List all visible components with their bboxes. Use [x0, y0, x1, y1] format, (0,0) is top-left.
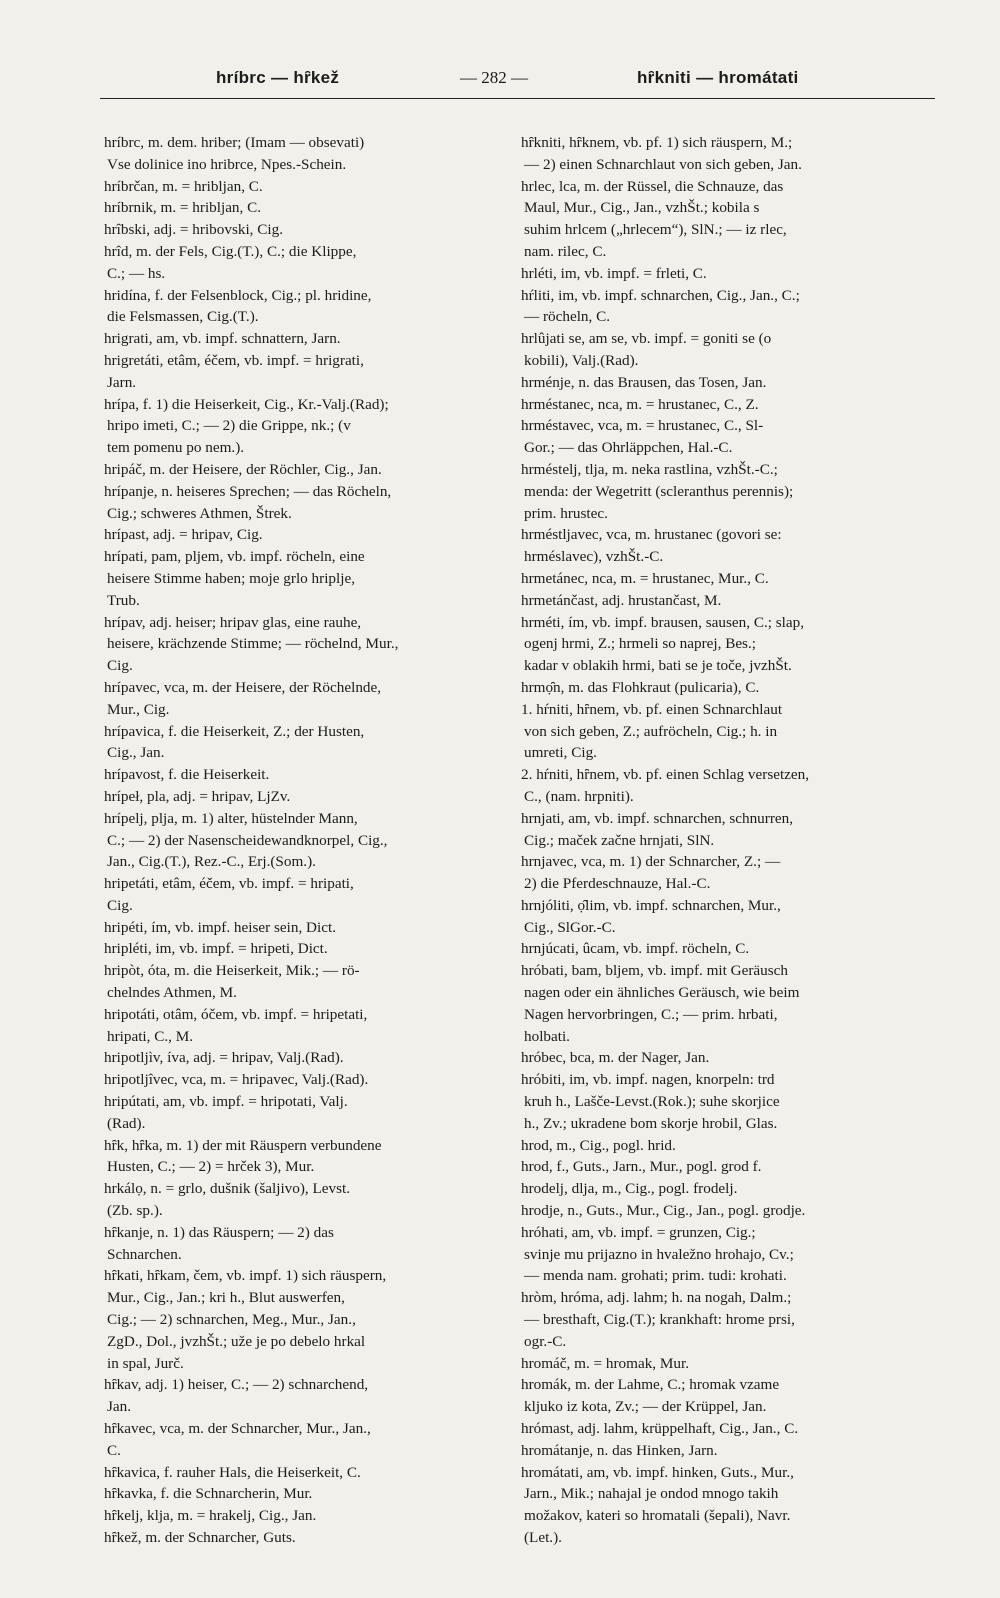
dictionary-entry: [104, 1462, 504, 1484]
entry-headline: hȓkelj, klja, m. = hrakelj, Cig., Jan.: [104, 1507, 317, 1525]
entry-headline: hríbrčan, m. = hribljan, C.: [104, 177, 263, 195]
entry-headline: hrîd, m. der Fels, Cig.(T.), C.; die Klippe,: [104, 242, 357, 260]
header-left-guideword: hríbrc — hȓkež: [216, 68, 340, 87]
dictionary-entry: [521, 415, 941, 459]
dictionary-entry: [104, 1483, 504, 1505]
entry-headline: hrméstanec, nca, m. = hrustanec, C., Z.: [521, 395, 759, 413]
entry-headline: hȓkniti, hȓknem, vb. pf. 1) sich räuspern, M.;: [521, 134, 793, 151]
entry-continuation: holbati.: [524, 1027, 570, 1045]
dictionary-entry: [104, 873, 504, 917]
entry-continuation: Trub.: [107, 591, 140, 609]
entry-headline: 2. hŕniti, hȓnem, vb. pf. einen Schlag versetzen,: [521, 766, 810, 784]
dictionary-entry: [521, 372, 941, 394]
entry-headline: hrodelj, dlja, m., Cig., pogl. frodelj.: [521, 1180, 738, 1198]
dictionary-entry: [104, 1004, 504, 1048]
dictionary-entry: [104, 1527, 504, 1549]
entry-headline: hrípelj, plja, m. 1) alter, hüstelnder Mann,: [104, 809, 358, 827]
dictionary-entry: [104, 786, 504, 808]
entry-headline: hrípavost, f. die Heiserkeit.: [104, 766, 270, 784]
dictionary-entry: [104, 546, 504, 611]
entry-headline: hrípast, adj. = hripav, Cig.: [104, 526, 263, 544]
entry-headline: hrnjúcati, ûcam, vb. impf. röcheln, C.: [521, 940, 750, 958]
dictionary-entry: [104, 938, 504, 960]
entry-headline: hrómast, adj. lahm, krüppelhaft, Cig., Jan., C.: [521, 1420, 799, 1438]
entry-headline: hrípati, pam, pljem, vb. impf. röcheln, eine: [104, 548, 365, 566]
entry-headline: hrméstelj, tlja, m. neka rastlina, vzhŠt.-C.;: [521, 460, 778, 478]
dictionary-entry: [521, 263, 941, 285]
entry-headline: 1. hŕniti, hȓnem, vb. pf. einen Schnarchlaut: [521, 700, 783, 718]
entry-headline: hrípa, f. 1) die Heiserkeit, Cig., Kr.-Valj.(Rad);: [104, 395, 389, 413]
entry-continuation: hripo imeti, C.; — 2) die Grippe, nk.; (v: [107, 417, 351, 435]
entry-continuation: Maul, Mur., Cig., Jan., vzhŠt.; kobila s: [524, 199, 760, 217]
entry-headline: hȓkež, m. der Schnarcher, Guts.: [104, 1529, 296, 1546]
entry-continuation: Jan.: [107, 1398, 132, 1416]
entry-continuation: Cig.; maček začne hrnjati, SlN.: [524, 831, 715, 849]
entry-headline: hrmọ̑n, m. das Flohkraut (pulicaria), C.: [521, 678, 760, 696]
entry-continuation: 2) die Pferdeschnauze, Hal.-C.: [524, 875, 711, 893]
entry-continuation: Cig.: [107, 896, 133, 914]
dictionary-entry: [521, 1440, 941, 1462]
entry-continuation: Jarn., Mik.; nahajal je ondod mnogo takih: [524, 1485, 779, 1503]
right-column: [521, 132, 941, 1562]
dictionary-entry: [521, 808, 941, 852]
dictionary-entry: [521, 895, 941, 939]
entry-continuation: von sich geben, Z.; aufröcheln, Cig.; h. in: [524, 722, 778, 740]
dictionary-entry: [521, 568, 941, 590]
entry-continuation: Cig.: [107, 657, 133, 675]
entry-continuation: ZgD., Dol., jvzhŠt.; uže je po debelo hrkal: [107, 1332, 366, 1350]
entry-continuation: kadar v oblakih hrmi, bati se je toče, jvzhŠt.: [524, 657, 792, 675]
entry-headline: hromáč, m. = hromak, Mur.: [521, 1354, 690, 1372]
page-header: [100, 62, 935, 99]
dictionary-entry: [521, 1287, 941, 1352]
dictionary-entry: [521, 938, 941, 960]
entry-headline: hrodje, n., Guts., Mur., Cig., Jan., pogl. grodje.: [521, 1202, 806, 1220]
entry-continuation: die Felsmassen, Cig.(T.).: [107, 308, 259, 326]
dictionary-entry: [104, 176, 504, 198]
dictionary-entry: [521, 394, 941, 416]
dictionary-entry: [104, 524, 504, 546]
dictionary-entry: [104, 1265, 504, 1374]
entry-continuation: nam. rilec, C.: [524, 242, 607, 260]
dictionary-entry: [104, 328, 504, 350]
entry-continuation: C.; — 2) der Nasenscheidewandknorpel, Cig.,: [107, 831, 388, 849]
entry-continuation: ogenj hrmi, Z.; hrmeli so naprej, Bes.;: [524, 635, 756, 653]
entry-headline: hripléti, im, vb. impf. = hripeti, Dict.: [104, 940, 328, 958]
entry-headline: hrípeł, pla, adj. = hripav, LjZv.: [104, 787, 291, 805]
entry-continuation: — röcheln, C.: [524, 308, 611, 326]
entry-headline: hrod, f., Guts., Jarn., Mur., pogl. grod f.: [521, 1158, 762, 1176]
entry-continuation: Jan., Cig.(T.), Rez.-C., Erj.(Som.).: [107, 853, 316, 871]
dictionary-entry: [521, 1462, 941, 1549]
entry-headline: hrîbski, adj. = hribovski, Cig.: [104, 221, 284, 239]
entry-continuation: C.; — hs.: [107, 264, 166, 282]
dictionary-entry: [521, 1200, 941, 1222]
dictionary-entry: [521, 1047, 941, 1069]
entry-continuation: ogr.-C.: [524, 1332, 567, 1350]
dictionary-entry: [104, 1069, 504, 1091]
dictionary-entry: [104, 394, 504, 459]
dictionary-entry: [521, 1135, 941, 1157]
dictionary-entry: [104, 1178, 504, 1222]
dictionary-entry: [521, 459, 941, 524]
dictionary-entry: [521, 1178, 941, 1200]
entry-headline: hripéti, ím, vb. impf. heiser sein, Dict.: [104, 918, 336, 936]
dictionary-entry: [104, 612, 504, 677]
entry-headline: hrípavec, vca, m. der Heisere, der Röchelnde,: [104, 678, 382, 696]
entry-continuation: h., Zv.; ukradene bom skorje hrobil, Glas.: [524, 1114, 778, 1132]
entry-headline: hrméstavec, vca, m. = hrustanec, C., Sl-: [521, 417, 764, 435]
entry-headline: hrmetánec, nca, m. = hrustanec, Mur., C.: [521, 569, 769, 587]
header-right-guideword: hȓkniti — hromátati: [637, 68, 799, 87]
entry-headline: hrmetánčast, adj. hrustančast, M.: [521, 591, 722, 609]
dictionary-entry: [521, 328, 941, 372]
dictionary-entry: [104, 1091, 504, 1135]
entry-continuation: Cig., SlGor.-C.: [524, 918, 616, 936]
entry-headline: hromák, m. der Lahme, C.; hromak vzame: [521, 1376, 780, 1394]
dictionary-entry: [104, 197, 504, 219]
dictionary-entry: [521, 677, 941, 699]
entry-headline: hripútati, am, vb. impf. = hripotati, Valj.: [104, 1093, 348, 1111]
entry-headline: hrnjóliti, ọ̑lim, vb. impf. schnarchen, Mur.,: [521, 896, 781, 914]
dictionary-entry: [104, 350, 504, 394]
dictionary-entry: [104, 721, 504, 765]
entry-continuation: — bresthaft, Cig.(T.); krankhaft: hrome prsi,: [524, 1311, 795, 1329]
entry-headline: hripáč, m. der Heisere, der Röchler, Cig., Jan.: [104, 460, 382, 478]
entry-headline: hrméstljavec, vca, m. hrustanec (govori se:: [521, 526, 782, 544]
dictionary-entry: [521, 1156, 941, 1178]
entry-headline: hridína, f. der Felsenblock, Cig.; pl. hridine,: [104, 286, 372, 304]
entry-headline: hrnjavec, vca, m. 1) der Schnarcher, Z.; —: [521, 853, 781, 871]
entry-headline: hrnjati, am, vb. impf. schnarchen, schnurren,: [521, 809, 794, 827]
entry-continuation: umreti, Cig.: [524, 744, 597, 762]
dictionary-entry: [521, 851, 941, 895]
entry-headline: hȓk, hȓka, m. 1) der mit Räuspern verbundene: [104, 1136, 382, 1154]
entry-continuation: heisere, krächzende Stimme; — röchelnd, Mur.,: [107, 635, 399, 653]
entry-headline: hróbati, bam, bljem, vb. impf. mit Geräusch: [521, 962, 788, 980]
entry-headline: hrlec, lca, m. der Rüssel, die Schnauze, das: [521, 177, 784, 195]
entry-headline: hròm, hróma, adj. lahm; h. na nogah, Dalm.;: [521, 1289, 792, 1307]
entry-headline: hrípav, adj. heiser; hripav glas, eine rauhe,: [104, 613, 362, 631]
entry-continuation: Gor.; — das Ohrläppchen, Hal.-C.: [524, 439, 733, 457]
entry-continuation: — 2) einen Schnarchlaut von sich geben, Jan.: [524, 155, 802, 173]
dictionary-entry: [104, 481, 504, 525]
entry-headline: hrkálọ, n. = grlo, dušnik (šaljivo), Levst.: [104, 1180, 351, 1198]
entry-continuation: Cig., Jan.: [107, 744, 165, 762]
entry-headline: hȓkanje, n. 1) das Räuspern; — 2) das: [104, 1223, 334, 1241]
dictionary-entry: [521, 699, 941, 764]
entry-continuation: suhim hrlcem („hrlecem“), SlN.; — iz rlec,: [524, 221, 787, 239]
entry-continuation: hrméslavec), vzhŠt.-C.: [524, 548, 664, 566]
dictionary-entry: [521, 960, 941, 1047]
entry-headline: hȓkavka, f. die Schnarcherin, Mur.: [104, 1485, 313, 1503]
entry-continuation: možakov, kateri so hromatali (šepali), Navr.: [524, 1507, 791, 1525]
entry-continuation: in spal, Jurč.: [107, 1354, 184, 1372]
entry-continuation: Vse dolinice ino hribrce, Npes.-Schein.: [107, 155, 347, 173]
entry-continuation: menda: der Wegetritt (scleranthus perennis);: [524, 482, 794, 500]
entry-continuation: nagen oder ein ähnliches Geräusch, wie beim: [524, 984, 800, 1002]
dictionary-entry: [104, 241, 504, 285]
entry-headline: hripòt, óta, m. die Heiserkeit, Mik.; — rö-: [104, 962, 360, 980]
entry-continuation: kobili), Valj.(Rad).: [524, 351, 639, 369]
entry-continuation: Jarn.: [107, 373, 137, 391]
dictionary-entry: [521, 590, 941, 612]
entry-continuation: C., (nam. hrpniti).: [524, 787, 634, 805]
dictionary-entry: [521, 1418, 941, 1440]
entry-headline: hrlûjati se, am se, vb. impf. = goniti se (o: [521, 330, 772, 348]
entry-continuation: chelndes Athmen, M.: [107, 984, 237, 1002]
entry-continuation: C.: [107, 1441, 121, 1459]
dictionary-entry: [104, 1135, 504, 1179]
entry-headline: hȓkavica, f. rauher Hals, die Heiserkeit, C.: [104, 1463, 361, 1481]
dictionary-entry: [521, 285, 941, 329]
dictionary-entry: [104, 219, 504, 241]
entry-headline: hrléti, im, vb. impf. = frleti, C.: [521, 264, 707, 282]
entry-headline: hȓkav, adj. 1) heiser, C.; — 2) schnarchend,: [104, 1376, 369, 1394]
entry-headline: hripotáti, otâm, óčem, vb. impf. = hripetati,: [104, 1005, 368, 1023]
entry-headline: hrméti, ím, vb. impf. brausen, sausen, C.; slap,: [521, 613, 805, 631]
dictionary-entry: [104, 677, 504, 721]
entry-continuation: svinje mu prijazno in hvaležno hrohajo, Cv.;: [524, 1245, 794, 1263]
dictionary-entry: [104, 1418, 504, 1462]
entry-headline: hrípanje, n. heiseres Sprechen; — das Röcheln,: [104, 482, 392, 500]
dictionary-entry: [521, 1222, 941, 1287]
entry-headline: hȓkati, hȓkam, čem, vb. impf. 1) sich räuspern,: [104, 1267, 387, 1285]
dictionary-entry: [521, 1374, 941, 1418]
page-number: — 282 —: [460, 68, 528, 87]
dictionary-entry: [521, 1353, 941, 1375]
entry-headline: hripotljìv, íva, adj. = hripav, Valj.(Rad).: [104, 1049, 344, 1067]
dictionary-entry: [521, 612, 941, 677]
entry-continuation: heisere Stimme haben; moje grlo hriplje,: [107, 569, 355, 587]
dictionary-entry: [521, 524, 941, 568]
entry-headline: hróbec, bca, m. der Nager, Jan.: [521, 1049, 710, 1067]
dictionary-entry: [521, 764, 941, 808]
dictionary-entry: [104, 1374, 504, 1418]
dictionary-entry: [104, 285, 504, 329]
entry-headline: hrípavica, f. die Heiserkeit, Z.; der Husten,: [104, 722, 365, 740]
entry-headline: hrod, m., Cig., pogl. hrid.: [521, 1136, 676, 1154]
entry-continuation: (Zb. sp.).: [107, 1202, 163, 1220]
dictionary-entry: [521, 176, 941, 263]
entry-headline: hȓkavec, vca, m. der Schnarcher, Mur., Jan.,: [104, 1420, 371, 1438]
dictionary-entry: [104, 917, 504, 939]
entry-continuation: Mur., Cig.: [107, 700, 170, 718]
dictionary-entry: [521, 1069, 941, 1134]
dictionary-entry: [104, 1047, 504, 1069]
entry-continuation: Nagen hervorbringen, C.; — prim. hrbati,: [524, 1005, 778, 1023]
entry-headline: hríbrc, m. dem. hriber; (Imam — obsevati): [104, 134, 365, 151]
entry-headline: hríbrnik, m. = hribljan, C.: [104, 199, 262, 217]
entry-headline: hŕliti, im, vb. impf. schnarchen, Cig., Jan., C.;: [521, 286, 800, 304]
entry-continuation: prim. hrustec.: [524, 504, 608, 522]
entry-headline: hróhati, am, vb. impf. = grunzen, Cig.;: [521, 1223, 756, 1241]
dictionary-entry: [104, 764, 504, 786]
entry-continuation: (Rad).: [107, 1114, 146, 1132]
entry-headline: hripetáti, etâm, éčem, vb. impf. = hripati,: [104, 875, 354, 893]
entry-continuation: kljuko iz kota, Zv.; — der Krüppel, Jan.: [524, 1398, 767, 1416]
entry-continuation: (Let.).: [524, 1529, 562, 1546]
entry-continuation: Husten, C.; — 2) = hrček 3), Mur.: [107, 1158, 315, 1176]
entry-continuation: Cig.; — 2) schnarchen, Meg., Mur., Jan.,: [107, 1311, 356, 1329]
entry-headline: hromátanje, n. das Hinken, Jarn.: [521, 1441, 718, 1459]
entry-headline: hrigrati, am, vb. impf. schnattern, Jarn.: [104, 330, 341, 348]
entry-continuation: Schnarchen.: [107, 1245, 182, 1263]
entry-headline: hrménje, n. das Brausen, das Tosen, Jan.: [521, 373, 767, 391]
dictionary-entry: [521, 132, 941, 176]
dictionary-entry: [104, 1505, 504, 1527]
entry-continuation: Cig.; schweres Athmen, Štrek.: [107, 504, 292, 522]
entry-continuation: hripati, C., M.: [107, 1027, 194, 1045]
entry-continuation: Mur., Cig., Jan.; kri h., Blut auswerfen,: [107, 1289, 345, 1307]
dictionary-entry: [104, 459, 504, 481]
dictionary-entry: [104, 960, 504, 1004]
dictionary-entry: [104, 1222, 504, 1266]
entry-headline: hrigretáti, etâm, éčem, vb. impf. = hrigrati,: [104, 351, 364, 369]
dictionary-entry: [104, 132, 504, 176]
entry-continuation: tem pomenu po nem.).: [107, 439, 245, 457]
entry-headline: hróbiti, im, vb. impf. nagen, knorpeln: trd: [521, 1071, 775, 1089]
entry-continuation: kruh h., Lašče-Levst.(Rok.); suhe skorjice: [524, 1093, 780, 1111]
entry-headline: hromátati, am, vb. impf. hinken, Guts., Mur.,: [521, 1463, 794, 1481]
entry-headline: hripotljîvec, vca, m. = hripavec, Valj.(Rad).: [104, 1071, 369, 1089]
left-column: [104, 132, 504, 1562]
dictionary-entry: [104, 808, 504, 873]
entry-continuation: — menda nam. grohati; prim. tudi: krohati.: [524, 1267, 787, 1285]
